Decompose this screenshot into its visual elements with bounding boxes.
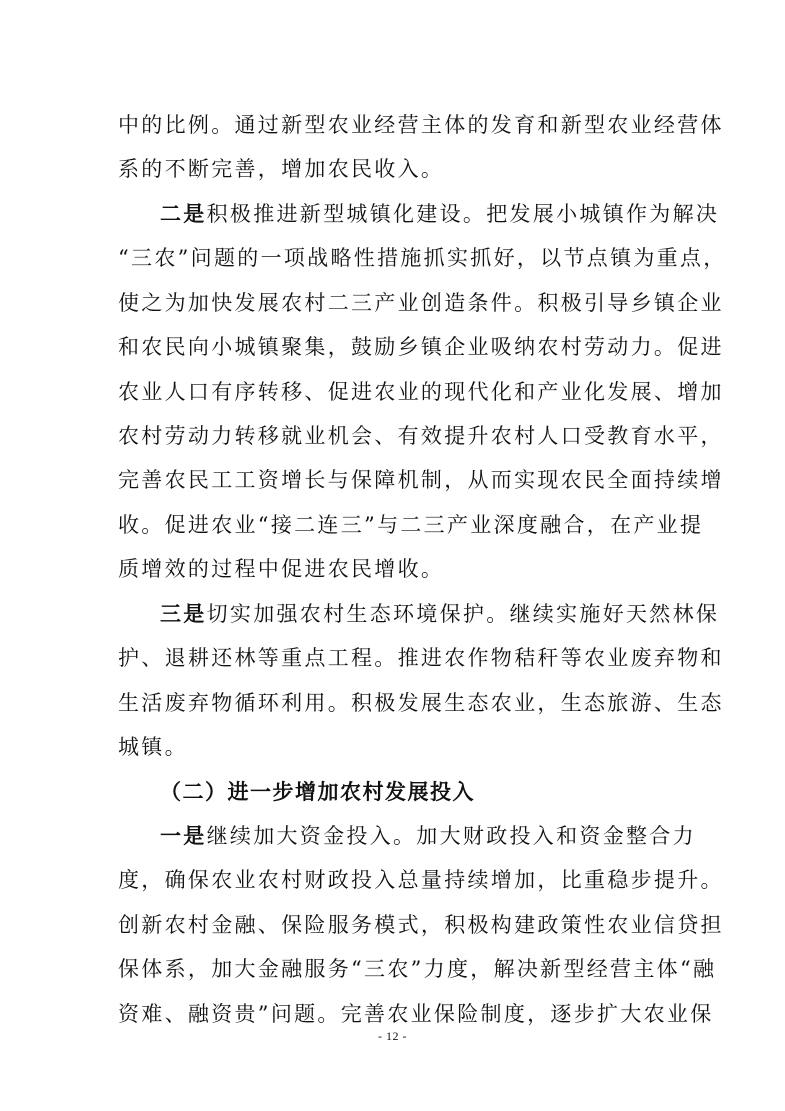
paragraph-line (118, 458, 724, 502)
paragraph-line (118, 503, 704, 547)
paragraph-line (118, 370, 724, 414)
line-text: 保体系，加大金融服务“三农”力度，解决新型经营主体“融 (118, 957, 717, 981)
paragraph-line (118, 325, 724, 369)
line-text: 农业人口有序转移、促进农业的现代化和产业化发展、增加 (118, 380, 724, 404)
paragraph-lead: 三是 (160, 601, 207, 626)
line-text: 创新农村金融、保险服务模式，积极构建政策性农业信贷担 (118, 913, 724, 937)
paragraph-line (118, 903, 724, 947)
paragraph-line (118, 547, 674, 591)
paragraph-line (118, 725, 674, 769)
line-text: 生活废弃物循环利用。积极发展生态农业，生态旅游、生态 (118, 691, 724, 715)
paragraph-line (118, 236, 727, 280)
paragraph-line (118, 147, 674, 191)
paragraph-first-line (160, 814, 696, 858)
paragraph-line (118, 414, 724, 458)
line-text: 收。促进农业“接二连三”与二三产业深度融合，在产业提 (118, 513, 704, 537)
section-heading (160, 770, 716, 814)
line-text: 继续加大资金投入。加大财政投入和资金整合力 (206, 824, 696, 848)
line-text: 积极推进新型城镇化建设。把发展小城镇作为解决 (206, 202, 720, 226)
paragraph-lead: 二是 (160, 201, 207, 226)
line-text: 护、退耕还林等重点工程。推进农作物秸秆等农业废弃物和 (118, 646, 724, 670)
paragraph-line (118, 947, 717, 991)
line-text: 完善农民工工资增长与保障机制，从而实现农民全面持续增 (118, 468, 724, 492)
line-text: 度，确保农业农村财政投入总量持续增加，比重稳步提升。 (118, 868, 724, 892)
paragraph-first-line (160, 592, 720, 636)
paragraph-line (118, 681, 724, 725)
line-text: 城镇。 (118, 735, 188, 759)
heading-text: （二）进一步增加农村发展投入 (160, 779, 475, 804)
paragraph-line (118, 281, 724, 325)
paragraph-line (118, 858, 724, 902)
line-text: 资难、融资贵”问题。完善农业保险制度，逐步扩大农业保 (118, 1002, 714, 1026)
line-text: “三农”问题的一项战略性措施抓实抓好，以节点镇为重点， (118, 246, 727, 270)
line-text: 和农民向小城镇聚集，鼓励乡镇企业吸纳农村劳动力。促进 (118, 335, 724, 359)
line-text: 系的不断完善，增加农民收入。 (118, 157, 445, 181)
paragraph-line (118, 636, 724, 680)
paragraph-line (118, 103, 724, 147)
line-text: 农村劳动力转移就业机会、有效提升农村人口受教育水平， (118, 424, 724, 448)
line-text: 中的比例。通过新型农业经营主体的发育和新型农业经营体 (118, 113, 724, 137)
line-text: 切实加强农村生态环境保护。继续实施好天然林保 (206, 602, 720, 626)
page-number: - 12 - (378, 1029, 407, 1043)
paragraph-first-line (160, 192, 720, 236)
line-text: 质增效的过程中促进农民增收。 (118, 557, 445, 581)
paragraph-lead: 一是 (160, 823, 207, 848)
line-text: 使之为加快发展农村二三产业创造条件。积极引导乡镇企业 (118, 291, 724, 315)
